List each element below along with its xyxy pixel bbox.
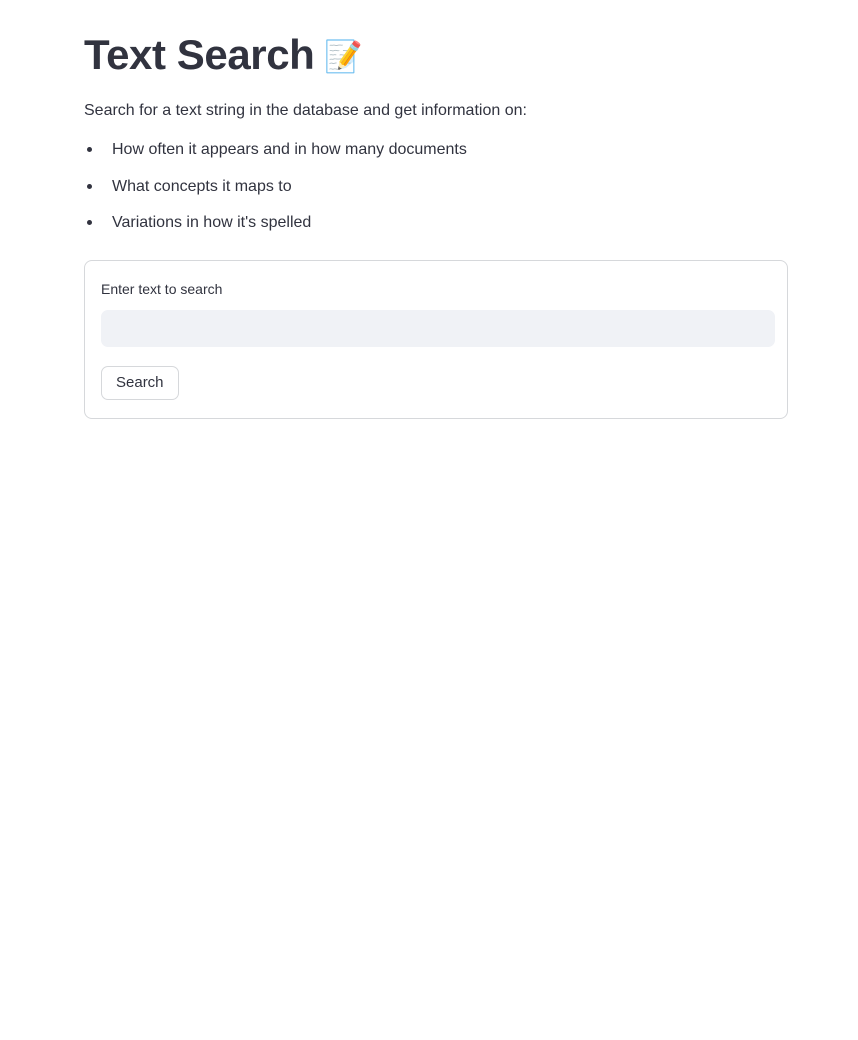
list-item (84, 174, 788, 200)
search-input[interactable] (101, 310, 775, 347)
search-form-card (84, 260, 788, 419)
list-item (84, 210, 788, 236)
page-title: Text Search (84, 31, 315, 78)
memo-emoji: 📝 (324, 39, 363, 75)
main-content (84, 0, 788, 419)
intro-paragraph: Search for a text string in the database and get information on: (84, 101, 527, 119)
page-header (84, 0, 788, 84)
search-button[interactable]: Search (101, 366, 179, 400)
list-item-label: Variations in how it's spelled (112, 214, 312, 232)
search-input-label: Enter text to search (101, 280, 223, 297)
list-item-label: What concepts it maps to (112, 177, 292, 195)
list-item-label: How often it appears and in how many documents (112, 141, 467, 159)
list-item (84, 137, 788, 163)
feature-list (84, 137, 788, 236)
